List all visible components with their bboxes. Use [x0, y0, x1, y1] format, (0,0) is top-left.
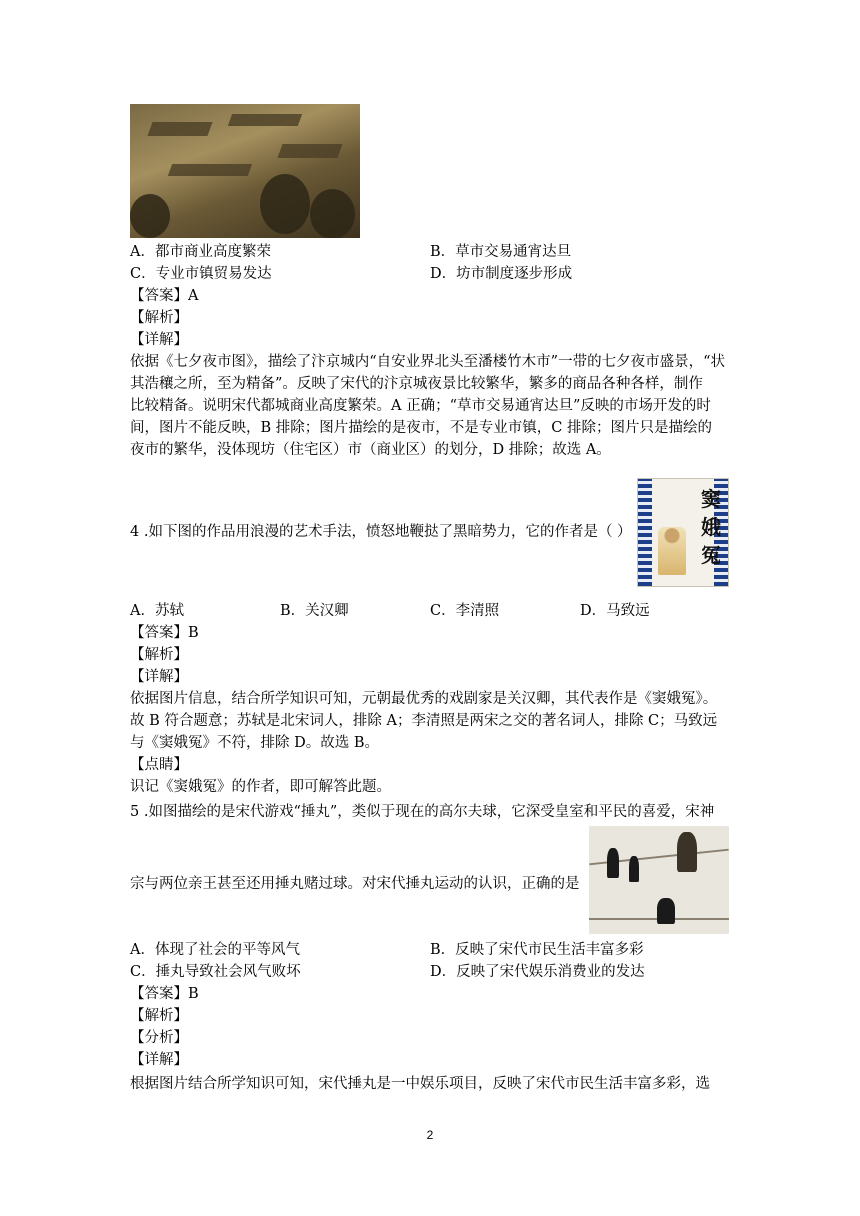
q5-explanation-line: 根据图片结合所学知识可知，宋代捶丸是一中娱乐项目，反映了宋代市民生活丰富多彩，选: [130, 1076, 710, 1092]
page-number: 2: [426, 1128, 434, 1142]
q5-option-d: D．反映了宋代娱乐消费业的发达: [430, 964, 645, 980]
q3-option-c: C．专业市镇贸易发达: [130, 266, 272, 282]
q3-explanation-line: 夜市的繁华，没体现坊（住宅区）市（商业区）的划分，D 排除；故选 A。: [130, 442, 611, 458]
q3-explanation-line: 间，图片不能反映，B 排除；图片描绘的是夜市，不是专业市镇，C 排除；图片只是描绘的: [130, 420, 712, 436]
q4-option-a: A．苏轼: [130, 603, 184, 619]
q4-explanation-line: 与《窦娥冤》不符，排除 D。故选 B。: [130, 735, 379, 751]
q3-explanation-line: 依据《七夕夜市图》，描绘了汴京城内“自安业界北头至潘楼竹木市”一带的七夕夜市盛景，“状: [130, 354, 725, 370]
q5-option-a: A．体现了社会的平等风气: [130, 942, 300, 958]
q3-option-b: B．草市交易通宵达旦: [430, 244, 572, 260]
q4-comment-label: 【点睛】: [130, 757, 188, 773]
q4-analysis-label: 【解析】: [130, 647, 188, 663]
q4-comment: 识记《窦娥冤》的作者，即可解答此题。: [130, 779, 391, 795]
chuiwan-painting: [589, 826, 729, 934]
q4-explanation-line: 依据图片信息，结合所学知识可知，元朝最优秀的戏剧家是关汉卿，其代表作是《窦娥冤》。: [130, 691, 718, 707]
q3-analysis-label: 【解析】: [130, 310, 188, 326]
q4-answer: 【答案】B: [130, 625, 199, 641]
q3-explanation-line: 比较精备。说明宋代都城商业高度繁荣。A 正确；“草市交易通宵达旦”反映的市场开发的时: [130, 398, 711, 414]
q4-stem: 4 .如下图的作品用浪漫的艺术手法，愤怒地鞭挞了黑暗势力，它的作者是（ ）: [130, 524, 632, 540]
q5-analysis-label: 【解析】: [130, 1008, 188, 1024]
q4-option-d: D．马致远: [580, 603, 650, 619]
dou-e-yuan-book-cover: [637, 478, 729, 587]
q3-answer: 【答案】A: [130, 288, 199, 304]
q3-option-d: D．坊市制度逐步形成: [430, 266, 573, 282]
cover-border-left: [638, 479, 652, 586]
q3-explanation-line: 其浩穰之所，至为精备”。反映了宋代的汴京城夜景比较繁华，繁多的商品各种各样，制作: [130, 376, 703, 392]
q4-option-c: C．李清照: [430, 603, 500, 619]
q4-option-b: B．关汉卿: [280, 603, 349, 619]
q5-stem-line1: 5 .如图描绘的是宋代游戏“捶丸”，类似于现在的高尔夫球，它深受皇室和平民的喜爱，宋神: [130, 804, 715, 820]
q5-fenxi-label: 【分析】: [130, 1030, 188, 1046]
q5-answer: 【答案】B: [130, 986, 199, 1002]
q3-option-a: A．都市商业高度繁荣: [130, 244, 271, 260]
qixi-night-market-painting: [130, 104, 360, 238]
q5-detail-label: 【详解】: [130, 1052, 188, 1068]
q5-option-c: C．捶丸导致社会风气败坏: [130, 964, 301, 980]
cover-figure: [658, 527, 686, 575]
q3-detail-label: 【详解】: [130, 332, 188, 348]
q4-detail-label: 【详解】: [130, 669, 188, 685]
q4-explanation-line: 故 B 符合题意；苏轼是北宋词人，排除 A；李清照是两宋之交的著名词人，排除 C；马致远: [130, 713, 718, 729]
q5-stem-line2: 宗与两位亲王甚至还用捶丸赌过球。对宋代捶丸运动的认识，正确的是: [130, 876, 580, 892]
q5-option-b: B．反映了宋代市民生活丰富多彩: [430, 942, 644, 958]
cover-title: 窦娥冤: [701, 487, 721, 567]
